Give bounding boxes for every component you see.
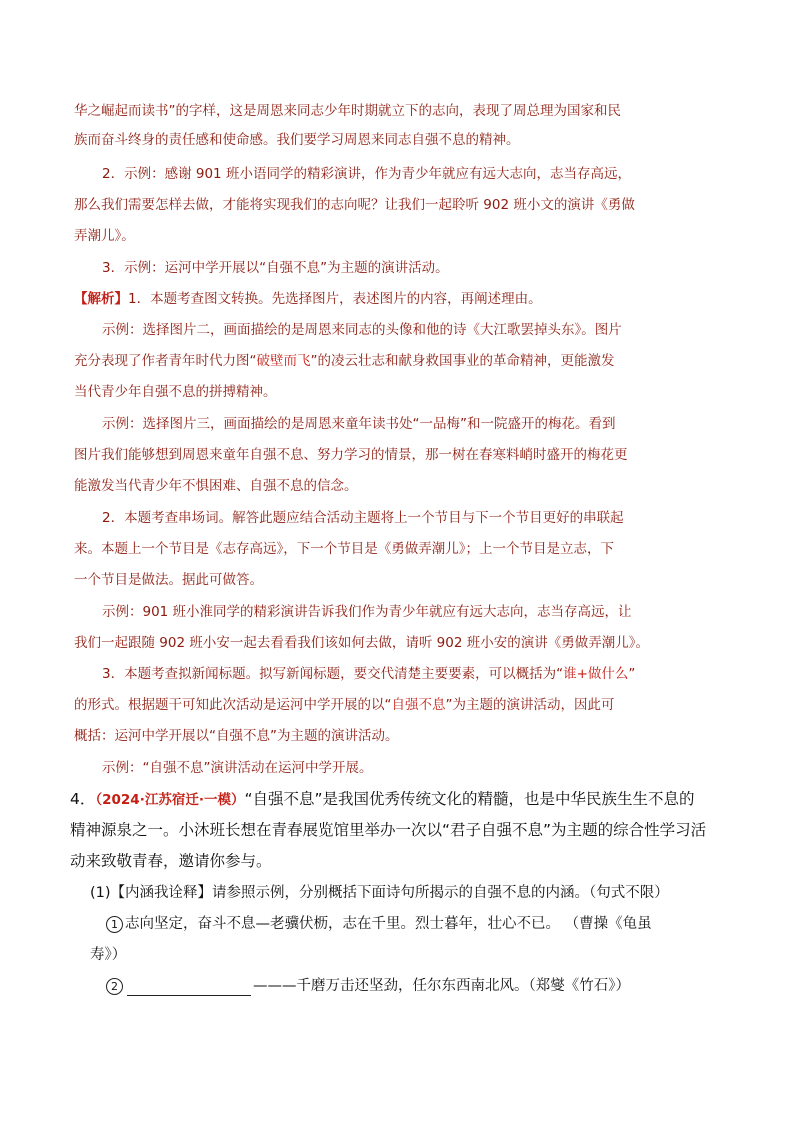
highlighted-phrase: 破壁而飞: [256, 353, 311, 369]
analysis-line: 的形式。根据题干可知此次活动是运河中学开展的以“自强不息”为主题的演讲活动，因此可: [74, 697, 615, 713]
analysis-line: 概括：运河中学开展以“自强不息”为主题的演讲活动。: [74, 728, 399, 744]
question-line: 精神源泉之一。小沐班长想在青春展览馆里举办一次以“君子自强不息”为主题的综合性学习活: [70, 821, 707, 839]
answer-3: 3．示例：运河中学开展以“自强不息”为主题的演讲活动。: [102, 260, 449, 276]
question-source: （2024·江苏宿迁·一模）: [95, 792, 245, 808]
analysis-line: 示例：901 班小淮同学的精彩演讲告诉我们作为青少年就应有远大志向，志当存高远，让: [102, 604, 632, 620]
analysis-line: 2．本题考查串场词。解答此题应结合活动主题将上一个节目与下一个节目更好的串联起: [102, 510, 624, 526]
circled-number: 1: [106, 916, 123, 933]
question-number: 4．: [70, 790, 96, 808]
analysis-line: 我们一起跟随 902 班小安一起去看看我们该如何去做，请听 902 班小安的演讲《勇做弄潮儿》。: [74, 635, 649, 651]
analysis-heading: [74, 289, 542, 309]
answer-item: 2 ———千磨万击还坚劲，任尔东西南北风。（郑燮《竹石》）: [106, 976, 630, 996]
answer-2: 2．示例：感谢 901 班小语同学的精彩演讲，作为青少年就应有远大志向，志当存高远，: [102, 166, 631, 182]
analysis-line: 示例：选择图片三，画面描绘的是周恩来童年读书处“一品梅”和一院盛开的梅花。看到: [102, 416, 616, 432]
analysis-line: 3．本题考查拟新闻标题。拟写新闻标题，要交代清楚主要要素，可以概括为“谁+做什么”: [102, 666, 636, 682]
answer-line: 那么我们需要怎样去做，才能将实现我们的志向呢？让我们一起聆听 902 班小文的演讲《勇做: [74, 197, 635, 213]
sub-question-1: (1)【内涵我诠释】请参照示例，分别概括下面诗句所揭示的自强不息的内涵。（句式不限）: [90, 885, 669, 901]
analysis-text: 1．本题考查图文转换。先选择图片，表述图片的内容，再阐述理由。: [128, 291, 542, 307]
answer-line: 族而奋斗终身的责任感和使命感。我们要学习周恩来同志自强不息的精神。: [74, 132, 520, 148]
analysis-line: 示例：选择图片二，画面描绘的是周恩来同志的头像和他的诗《大江歌罢掉头东》。图片: [102, 322, 622, 338]
example-item-cont: 寿》）: [90, 947, 127, 963]
analysis-line: 图片我们能够想到周恩来童年自强不息、努力学习的情景，那一树在春寒料峭时盛开的梅花更: [74, 447, 628, 463]
question-line: 动来致敬青春，邀请你参与。: [70, 852, 272, 870]
circled-number: 2: [106, 978, 123, 995]
analysis-line: 一个节目是做法。据此可做答。: [74, 572, 263, 588]
highlighted-phrase: 谁+做什么: [563, 666, 629, 682]
answer-line: 华之崛起而读书”的字样，这是周恩来同志少年时期就立下的志向，表现了周总理为国家和民: [74, 103, 621, 119]
analysis-line: 当代青少年自强不息的拼搏精神。: [74, 384, 277, 400]
answer-line: 弄潮儿》。: [74, 228, 135, 244]
highlighted-phrase: 自强不息: [391, 697, 446, 713]
analysis-line: 充分表现了作者青年时代力图“破壁而飞”的凌云壮志和献身救国事业的革命精神，更能激发: [74, 353, 615, 369]
analysis-tag: 【解析】: [74, 291, 128, 307]
analysis-line: 能激发当代青少年不惧困难、自强不息的信念。: [74, 478, 358, 494]
question-4-line: 4．（2024·江苏宿迁·一模）“自强不息”是我国优秀传统文化的精髓，也是中华民族生生不息的: [70, 790, 695, 808]
answer-blank[interactable]: [127, 981, 251, 996]
analysis-line: 来。本题上一个节目是《志存高远》，下一个节目是《勇做弄潮儿》；上一个节目是立志，下: [74, 541, 614, 557]
analysis-line: 示例：“自强不息”演讲活动在运河中学开展。: [102, 760, 373, 776]
example-item: 1 志向坚定，奋斗不息—老骥伏枥，志在千里。烈士暮年，壮心不已。 （曹操《龟虽: [106, 914, 652, 934]
